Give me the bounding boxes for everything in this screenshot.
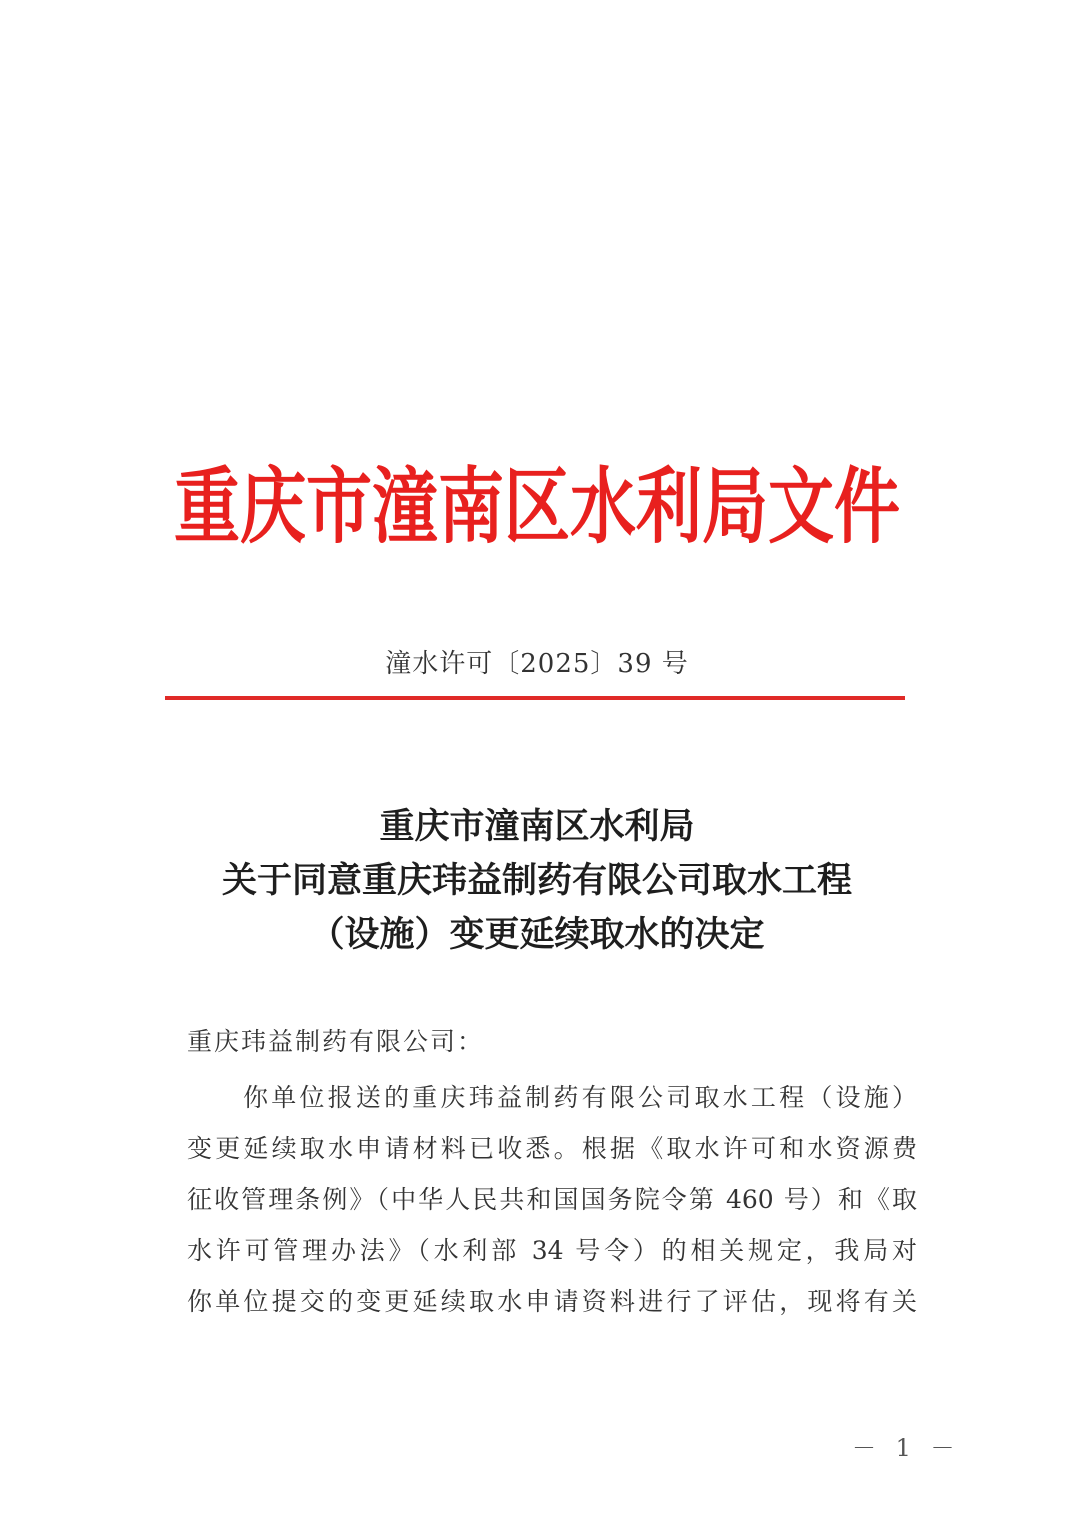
masthead-title: 重庆市潼南区水利局文件 [174,458,900,555]
red-separator-rule [165,696,905,700]
body-line-1: 你单位报送的重庆玮益制药有限公司取水工程（设施） [243,1083,917,1112]
body-paragraph [187,1072,917,1327]
document-number: 潼水许可〔2025〕39 号 [385,649,689,679]
body-line-5: 你单位提交的变更延续取水申请资料进行了评估，现将有关 [187,1287,917,1316]
salutation: 重庆玮益制药有限公司： [187,1027,485,1056]
body-line-3: 征收管理条例》（中华人民共和国国务院令第 460 号）和《取 [187,1185,917,1214]
title-line-3: （设施）变更延续取水的决定 [309,915,765,955]
body-line-2: 变更延续取水申请材料已收悉。根据《取水许可和水资源费 [187,1134,917,1163]
page-number: － 1 － [852,1434,961,1462]
title-line-2: 关于同意重庆玮益制药有限公司取水工程 [221,861,852,901]
title-line-1: 重庆市潼南区水利局 [379,807,695,847]
body-line-4: 水许可管理办法》（水利部 34 号令）的相关规定，我局对 [187,1236,917,1265]
document-title [0,800,1074,962]
